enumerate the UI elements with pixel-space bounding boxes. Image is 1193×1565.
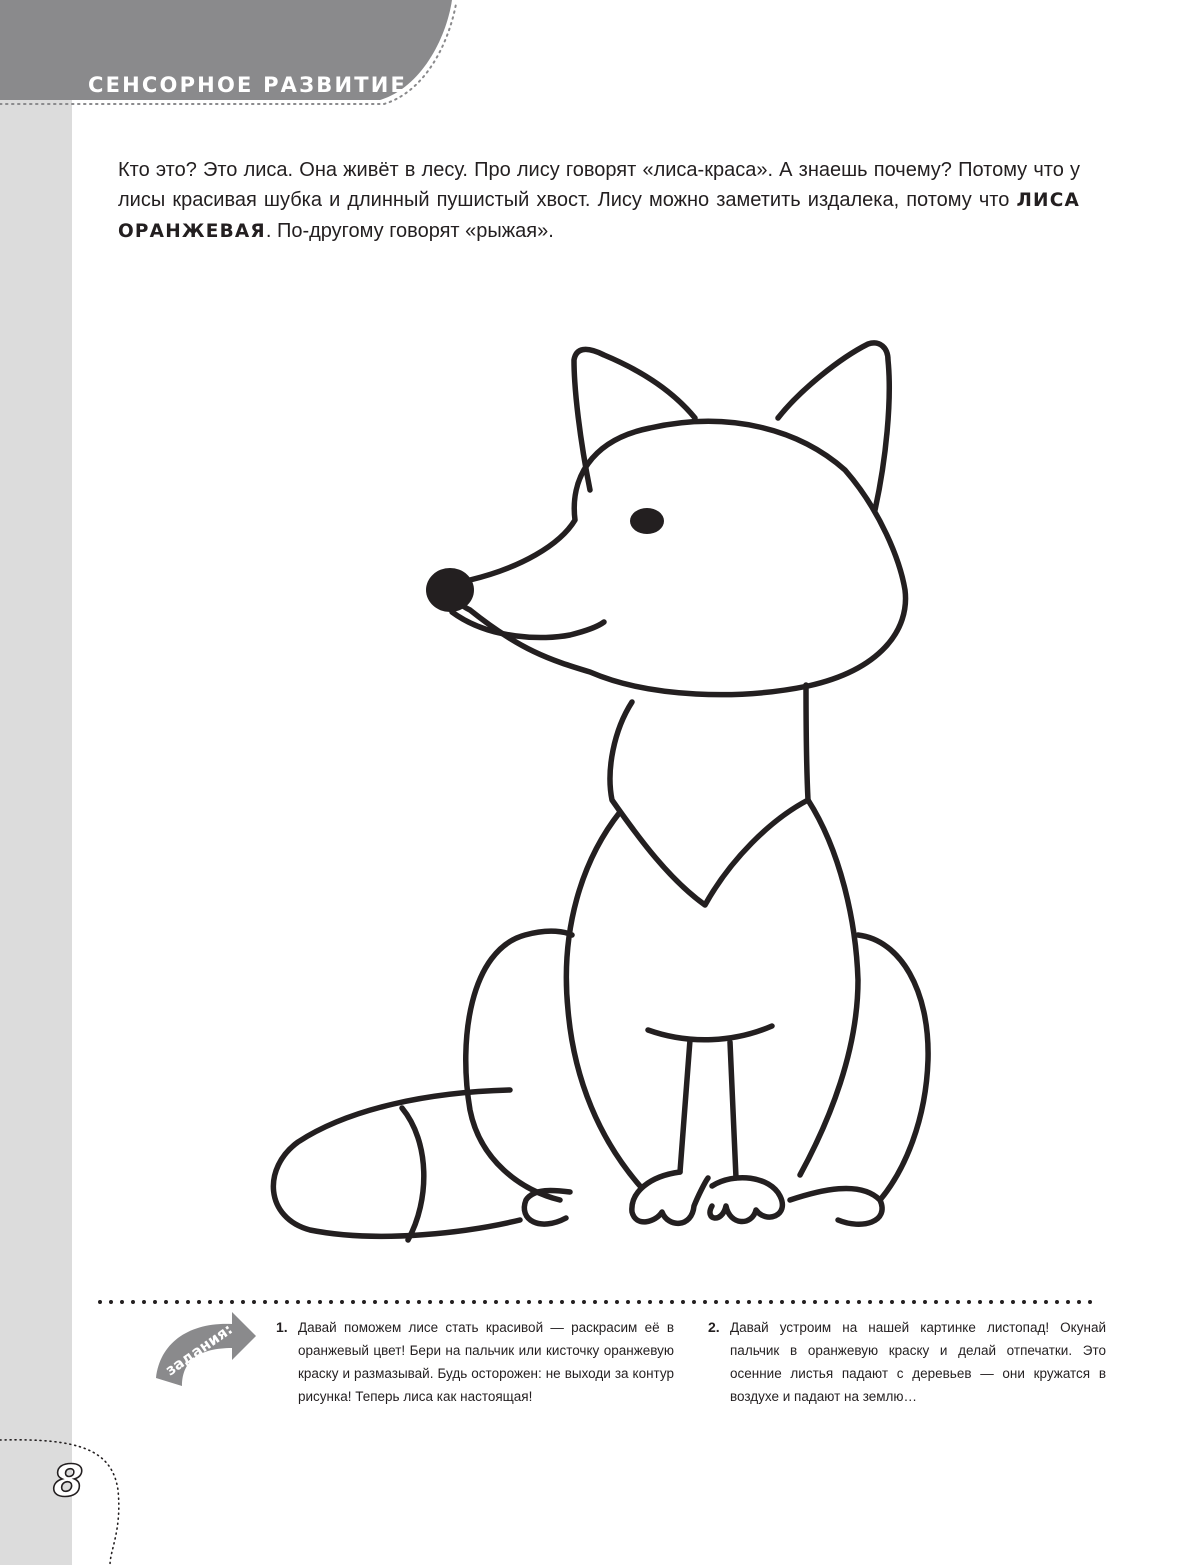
intro-highlight: ЛИСА ОРАНЖЕВАЯ — [118, 190, 1080, 242]
task-text: Давай поможем лисе стать красивой — раскрасим её в оранжевый цвет! Бери на пальчик или кисточку оранжевую краску и размазывай. Будь осторожен: не выходи за контур рисунка! Теперь лиса как настоящая! — [298, 1320, 674, 1404]
intro-text-start: Кто это? Это лиса. Она живёт в лесу. Про лису говорят «лиса-краса». А знаешь почему? Потому что у лисы красивая шубка и длинный пушистый хвост. Лису можно заметить издалека, потому что — [118, 159, 1080, 211]
task-number: 2. — [708, 1319, 720, 1335]
section-title: СЕНСОРНОЕ РАЗВИТИЕ — [88, 73, 408, 97]
page-number: 8 — [52, 1456, 84, 1507]
intro-text-end: . По-другому говорят «рыжая». — [265, 220, 554, 242]
task-text: Давай устроим на нашей картинке листопад! Окунай пальчик в оранжевую краску и делай отпечатки. Это осенние листья падают с деревьев — они кружатся в воздухе и падают на землю… — [730, 1320, 1106, 1404]
task-item-2 — [708, 1316, 1108, 1426]
task-item-1 — [276, 1316, 676, 1446]
tasks-badge-label: задания: — [161, 1320, 236, 1380]
task-number: 1. — [276, 1319, 288, 1335]
tasks-badge — [150, 1312, 260, 1392]
